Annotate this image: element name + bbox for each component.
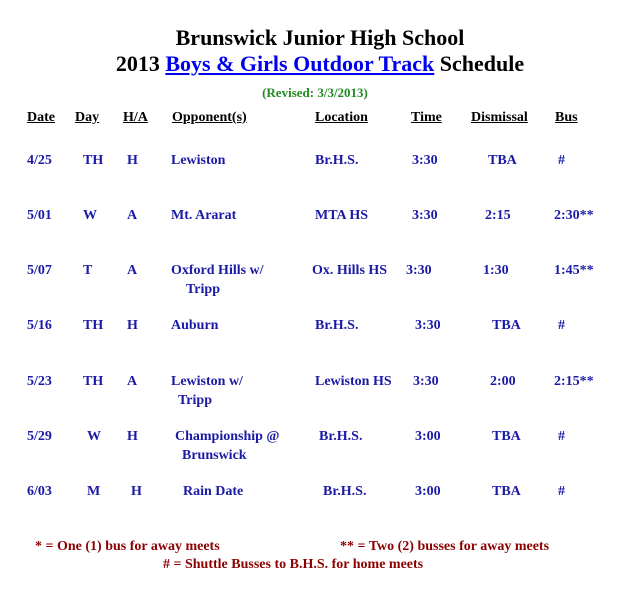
row-dismissal: 2:00 <box>490 374 516 389</box>
header-day: Day <box>75 110 100 125</box>
row-home-away: A <box>127 208 138 223</box>
row-date: 5/07 <box>27 263 52 278</box>
header-location: Location <box>315 110 368 125</box>
row-date: 5/16 <box>27 318 52 333</box>
footnote-two-busses: ** = Two (2) busses for away meets <box>340 539 550 554</box>
row-time: 3:00 <box>415 429 441 444</box>
header-bus: Bus <box>555 110 578 125</box>
row-opponent-line2: Tripp <box>186 282 220 297</box>
row-opponent: Lewiston <box>171 153 226 168</box>
row-day: W <box>87 429 101 444</box>
row-day: TH <box>83 374 104 389</box>
row-time: 3:30 <box>406 263 432 278</box>
row-opponent-line2: Tripp <box>178 393 212 408</box>
row-location: Br.H.S. <box>319 429 363 444</box>
row-day: W <box>83 208 97 223</box>
row-day: T <box>83 263 93 278</box>
row-dismissal: TBA <box>492 318 521 333</box>
row-date: 4/25 <box>27 153 52 168</box>
header-time: Time <box>411 110 442 125</box>
row-home-away: A <box>127 374 138 389</box>
schedule-title <box>0 51 640 77</box>
row-time: 3:30 <box>412 153 438 168</box>
header-opponents: Opponent(s) <box>172 110 247 125</box>
row-location: Br.H.S. <box>323 484 367 499</box>
row-location: Br.H.S. <box>315 318 359 333</box>
row-location: MTA HS <box>315 208 369 223</box>
row-dismissal: 2:15 <box>485 208 511 223</box>
boys-girls-track-link[interactable]: Boys & Girls Outdoor Track <box>165 51 435 76</box>
row-date: 5/29 <box>27 429 52 444</box>
header-home-away: H/A <box>123 110 148 125</box>
row-bus: # <box>558 318 565 333</box>
row-time: 3:30 <box>412 208 438 223</box>
row-bus: # <box>558 153 565 168</box>
row-bus: # <box>558 484 565 499</box>
row-opponent: Oxford Hills w/ <box>171 263 264 278</box>
row-date: 6/03 <box>27 484 52 499</box>
header-dismissal: Dismissal <box>471 110 528 125</box>
row-dismissal: 1:30 <box>483 263 509 278</box>
row-date: 5/01 <box>27 208 52 223</box>
row-location: Br.H.S. <box>315 153 359 168</box>
row-dismissal: TBA <box>488 153 517 168</box>
row-dismissal: TBA <box>492 484 521 499</box>
row-date: 5/23 <box>27 374 52 389</box>
row-opponent: Auburn <box>171 318 219 333</box>
row-location: Ox. Hills HS <box>312 263 388 278</box>
row-time: 3:30 <box>413 374 439 389</box>
footnote-one-bus: * = One (1) bus for away meets <box>35 539 220 554</box>
row-home-away: H <box>127 153 138 168</box>
header-date: Date <box>27 110 55 125</box>
row-home-away: H <box>131 484 142 499</box>
footnote-shuttle: # = Shuttle Busses to B.H.S. for home meets <box>163 557 424 572</box>
row-location: Lewiston HS <box>315 374 392 389</box>
row-home-away: H <box>127 318 138 333</box>
school-title: Brunswick Junior High School <box>175 25 465 50</box>
row-bus: 2:15** <box>554 374 594 389</box>
row-opponent: Mt. Ararat <box>171 208 237 223</box>
row-home-away: H <box>127 429 138 444</box>
row-day: TH <box>83 318 104 333</box>
row-bus: # <box>558 429 565 444</box>
revised-date: (Revised: 3/3/2013) <box>262 85 368 100</box>
schedule-year: 2013 <box>115 51 160 76</box>
row-opponent: Rain Date <box>183 484 244 499</box>
row-day: TH <box>83 153 104 168</box>
row-opponent: Lewiston w/ <box>171 374 243 389</box>
row-day: M <box>87 484 101 499</box>
row-time: 3:30 <box>415 318 441 333</box>
row-opponent-line2: Brunswick <box>182 448 247 463</box>
row-home-away: A <box>127 263 138 278</box>
schedule-word: Schedule <box>439 51 525 76</box>
row-time: 3:00 <box>415 484 441 499</box>
row-dismissal: TBA <box>492 429 521 444</box>
row-opponent: Championship @ <box>175 429 280 444</box>
row-bus: 1:45** <box>554 263 594 278</box>
row-bus: 2:30** <box>554 208 594 223</box>
